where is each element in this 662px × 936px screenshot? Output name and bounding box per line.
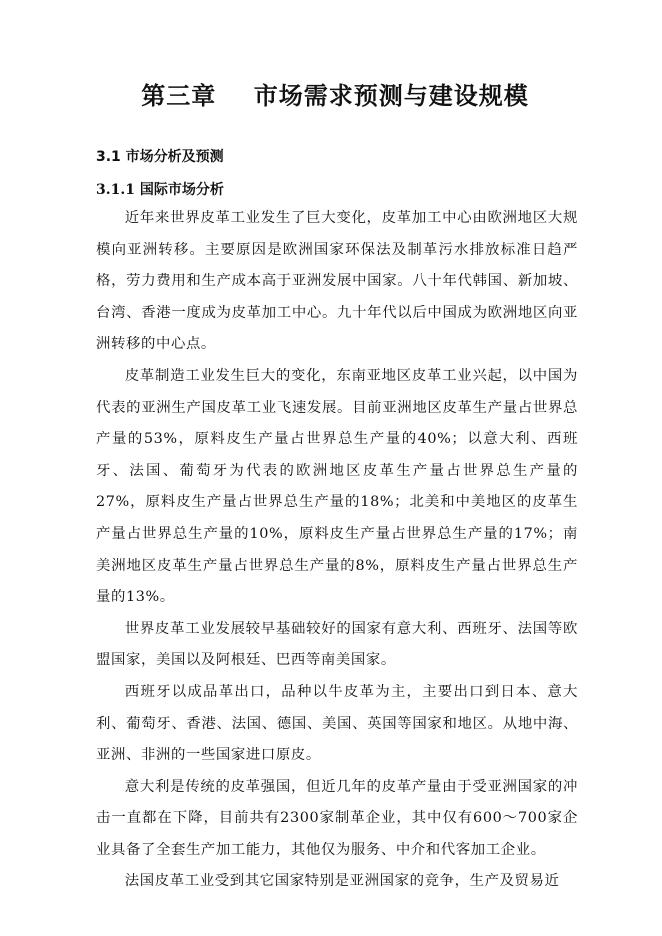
- paragraph: 意大利是传统的皮革强国，但近几年的皮革产量由于受亚洲国家的冲击一直都在下降，目前共有2300家制革企业，其中仅有600～700家企业具备了全套生产加工能力，其他仅为服务、中介和代客加工企业。: [96, 778, 578, 858]
- section-heading: 3.1 市场分析及预测: [96, 149, 224, 165]
- paragraph: 近年来世界皮革工业发生了巨大变化，皮革加工中心由欧洲地区大规模向亚洲转移。主要原因是欧洲国家环保法及制革污水排放标准日趋严格，劳力费用和生产成本高于亚洲发展中国家。八十年代韩国、新加坡、台湾、香港一度成为皮革加工中心。九十年代以后中国成为欧洲地区向亚洲转移的中心点。: [96, 210, 578, 353]
- subsection-heading: 3.1.1 国际市场分析: [96, 182, 224, 198]
- paragraph: 皮革制造工业发生巨大的变化，东南亚地区皮革工业兴起，以中国为代表的亚洲生产国皮革工业飞速发展。目前亚洲地区皮革生产量占世界总产量的53%，原料皮生产量占世界总生产量的40%；以意大利、西班牙、法国、葡萄牙为代表的欧洲地区皮革生产量占世界总生产量的27%，原料皮生产量占世界总生产量的18%；北美和中美地区的皮革生产量占世界总生产量的10%，原料皮生产量占世界总生产量的17%；南美洲地区皮革生产量占世界总生产量的8%，原料皮生产量占世界总生产量的13%。: [96, 367, 578, 606]
- paragraph: 法国皮革工业受到其它国家特别是亚洲国家的竞争，生产及贸易近: [124, 873, 560, 890]
- paragraph: 西班牙以成品革出口，品种以牛皮革为主，主要出口到日本、意大利、葡萄牙、香港、法国、德国、美国、英国等国家和地区。从地中海、亚洲、非洲的一些国家进口原皮。: [96, 683, 578, 764]
- body-text: [96, 203, 578, 898]
- paragraph: 世界皮革工业发展较早基础较好的国家有意大利、西班牙、法国等欧盟国家，美国以及阿根廷、巴西等南美国家。: [96, 620, 578, 669]
- chapter-title: 第三章 市场需求预测与建设规模: [141, 82, 529, 110]
